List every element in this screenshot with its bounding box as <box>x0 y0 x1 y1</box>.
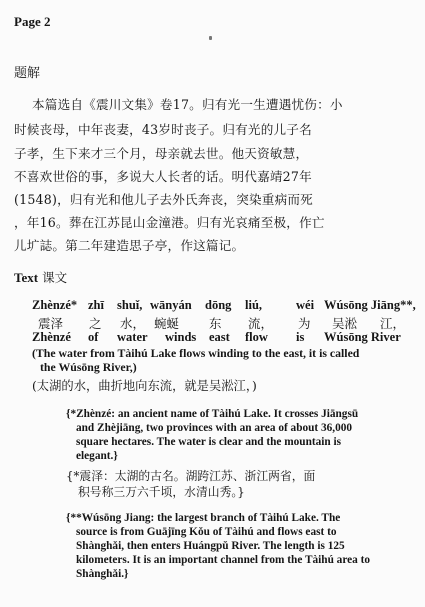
pinyin-word: wéi <box>296 298 315 312</box>
translation-en-line: the Wúsōng River,) <box>40 360 137 374</box>
gloss-word: is <box>296 330 305 344</box>
text-section-label-en: Text <box>14 270 39 285</box>
note-en-line: Shànghǎi, then enters Huángpǔ River. The length is 125 <box>76 540 345 552</box>
hanzi-word: 江， <box>380 316 406 331</box>
note-zh-line: {*震泽：太湖的古名。湖跨江苏、浙江两省，面 <box>66 469 316 483</box>
text-section-heading <box>14 268 67 286</box>
pinyin-word: liú, <box>245 298 263 312</box>
note-zh-line: 积号称三万六千顷，水清山秀。} <box>78 485 245 499</box>
note-en-line: source is from Guājīng Kǒu of Tàihú and flows east to <box>76 526 337 538</box>
note-en-line: Shànghǎi.} <box>76 568 129 580</box>
scan-speck <box>209 36 212 40</box>
hanzi-word: 蜿蜒 <box>154 316 180 331</box>
note-en-line: {**Wúsōng Jiang: the largest branch of Tàihú Lake. The <box>66 512 341 524</box>
pinyin-word: Zhènzé* <box>32 298 78 312</box>
hanzi-word: 为 <box>298 316 311 331</box>
note-en-line: {*Zhènzé: an ancient name of Tàihú Lake. It crosses Jiāngsū <box>66 408 359 420</box>
hanzi-word: 流， <box>248 316 274 331</box>
page-number: Page 2 <box>14 14 51 29</box>
translation-zh: (太湖的水，曲折地向东流，就是吴淞江，) <box>32 379 257 393</box>
gloss-word: of <box>88 330 99 344</box>
note-en-line: kilometers. It is an important channel from the Tàihú area to <box>76 554 371 566</box>
intro-line: 不喜欢世俗的事，多说大人长者的话。明代嘉靖27年 <box>14 169 312 184</box>
gloss-word: flow <box>245 330 268 344</box>
hanzi-word: 之 <box>89 316 102 331</box>
intro-line: 本篇选自《震川文集》卷17。归有光一生遭遇忧伤：小 <box>32 97 343 112</box>
translation-en-line: (The water from Tàihú Lake flows winding to the east, it is called <box>32 346 360 360</box>
gloss-word: Wúsōng River <box>324 330 401 344</box>
gloss-word: water <box>117 330 148 344</box>
note-en-line: and Zhèjiāng, two provinces with an area of about 36,000 <box>76 422 353 434</box>
hanzi-word: 吴淞 <box>332 316 358 331</box>
note-en-line: elegant.} <box>76 450 118 462</box>
pinyin-word: Wúsōng Jiāng**, <box>324 298 416 312</box>
intro-heading: 题解 <box>14 66 41 81</box>
gloss-word: east <box>209 330 230 344</box>
gloss-word: Zhènzé <box>32 330 71 344</box>
gloss-word: winds <box>165 330 197 344</box>
pinyin-word: shuǐ, <box>117 298 143 312</box>
pinyin-word: wānyán <box>150 298 192 312</box>
hanzi-word: 东 <box>209 316 222 331</box>
hanzi-word: 水， <box>120 316 146 331</box>
intro-line: 时候丧母，中年丧妻，43岁时丧子。归有光的儿子名 <box>14 122 312 137</box>
hanzi-word: 震泽 <box>38 316 64 331</box>
pinyin-word: dōng <box>205 298 232 312</box>
intro-line: ，年16。葬在江苏昆山金潼港。归有光哀痛至极，作亡 <box>14 215 325 230</box>
pinyin-word: zhī <box>88 298 104 312</box>
text-section-label-zh: 课文 <box>42 270 68 285</box>
intro-line: (1548)，归有光和他儿子去外氏奔丧，突染重病而死 <box>14 192 313 207</box>
note-en-line: square hectares. The water is clear and the mountain is <box>76 436 342 448</box>
intro-line: 儿圹誌。第二年建造思子亭，作这篇记。 <box>14 238 245 253</box>
intro-line: 子孝，生下来才三个月，母亲就去世。他天资敏慧， <box>14 146 309 161</box>
